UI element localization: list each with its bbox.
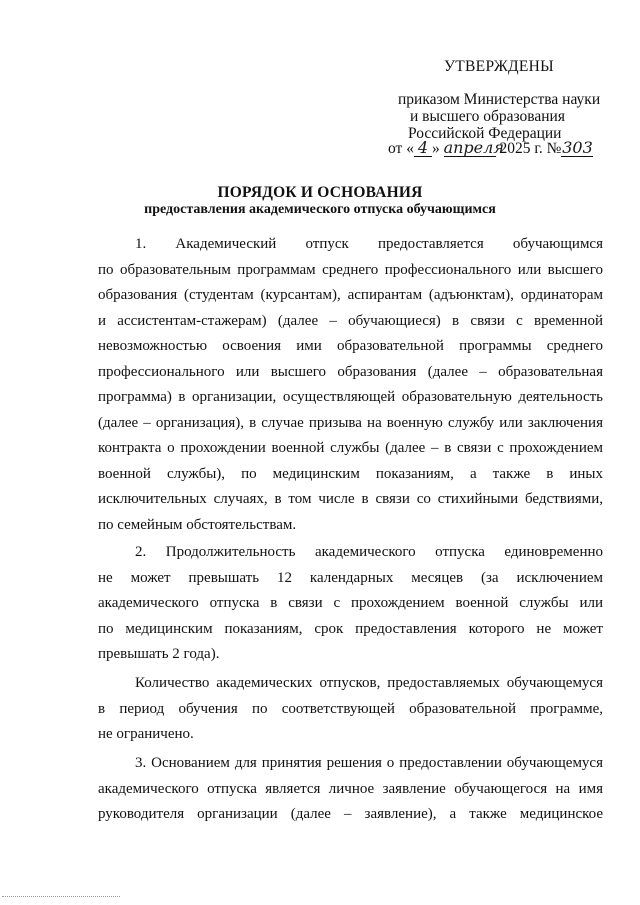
order-mid: » [431, 140, 440, 157]
paragraph-line: военной службы), по медицинским показаниям, а также в иных [98, 465, 603, 482]
paragraph-line: Количество академических отпусков, предоставляемых обучающемуся [135, 675, 603, 691]
document-title: ПОРЯДОК И ОСНОВАНИЯ [217, 184, 423, 201]
paragraph-line: 3. Основанием для принятия решения о предоставлении обучающемуся [135, 755, 603, 771]
approval-line-education: и высшего образования [410, 108, 565, 125]
paragraph-line: не может превышать 12 календарных месяцев (за исключением [98, 569, 603, 586]
paragraph-line: 2. Продолжительность академического отпуска единовременно [135, 544, 603, 560]
paragraph-line: исключительных случаях, в том числе в связи со стихийными бедствиями, [98, 491, 603, 507]
paragraph-line: контракта о прохождении военной службы (далее – в связи с прохождением [98, 440, 603, 456]
paragraph-line: руководителя организации (далее – заявление), а также медицинское [98, 806, 603, 822]
document-subtitle: предоставления академического отпуска обучающимся [144, 202, 496, 217]
paragraph-1 [98, 232, 603, 538]
paragraph-line: невозможностью освоения ими образовательной программы среднего [98, 338, 603, 354]
order-day-handwritten: 4 [414, 140, 432, 157]
paragraph-line: академического отпуска в связи с прохождением военной службы или [98, 595, 603, 611]
order-month-handwritten: апреля [443, 138, 504, 157]
order-date-number [388, 140, 593, 157]
paragraph-3 [98, 671, 603, 748]
order-number-handwritten: 303 [562, 138, 593, 157]
paragraph-line: по медицинским показаниям, срок предоставления которого не может [98, 620, 603, 637]
paragraph-line: не ограничено. [98, 726, 194, 742]
paragraph-2 [98, 540, 603, 668]
approval-title: УТВЕРЖДЕНЫ [444, 58, 554, 75]
paragraph-line: по образовательным программам среднего профессионального или высшего [98, 261, 603, 278]
paragraph-line: образования (студентам (курсантам), аспирантам (адъюнктам), ординаторам [98, 287, 603, 303]
approval-line-federation: Российской Федерации [408, 125, 562, 142]
paragraph-line: профессионального или высшего образования (далее – образовательная [98, 363, 603, 380]
paragraph-line: по семейным обстоятельствам. [98, 516, 297, 533]
approval-line-ministry: приказом Министерства науки [398, 91, 601, 108]
order-year: 2025 г. № [499, 140, 562, 157]
paragraph-4 [98, 751, 603, 828]
order-prefix: от « [388, 140, 414, 157]
paragraph-line: превышать 2 года). [98, 646, 220, 662]
paragraph-line: академического отпуска является личное заявление обучающегося на имя [98, 780, 603, 797]
paragraph-line: в период обучения по соответствующей образовательной программе, [98, 700, 603, 717]
scan-edge-mark [2, 896, 120, 899]
paragraph-line: и ассистентам-стажерам) (далее – обучающиеся) в связи с временной [98, 312, 603, 329]
paragraph-line: 1. Академический отпуск предоставляется обучающимся [135, 236, 603, 252]
paragraph-line: (далее – организация), в случае призыва на военную службу или заключения [98, 414, 603, 431]
paragraph-line: программа) в организации, осуществляющей образовательную деятельность [98, 389, 603, 405]
